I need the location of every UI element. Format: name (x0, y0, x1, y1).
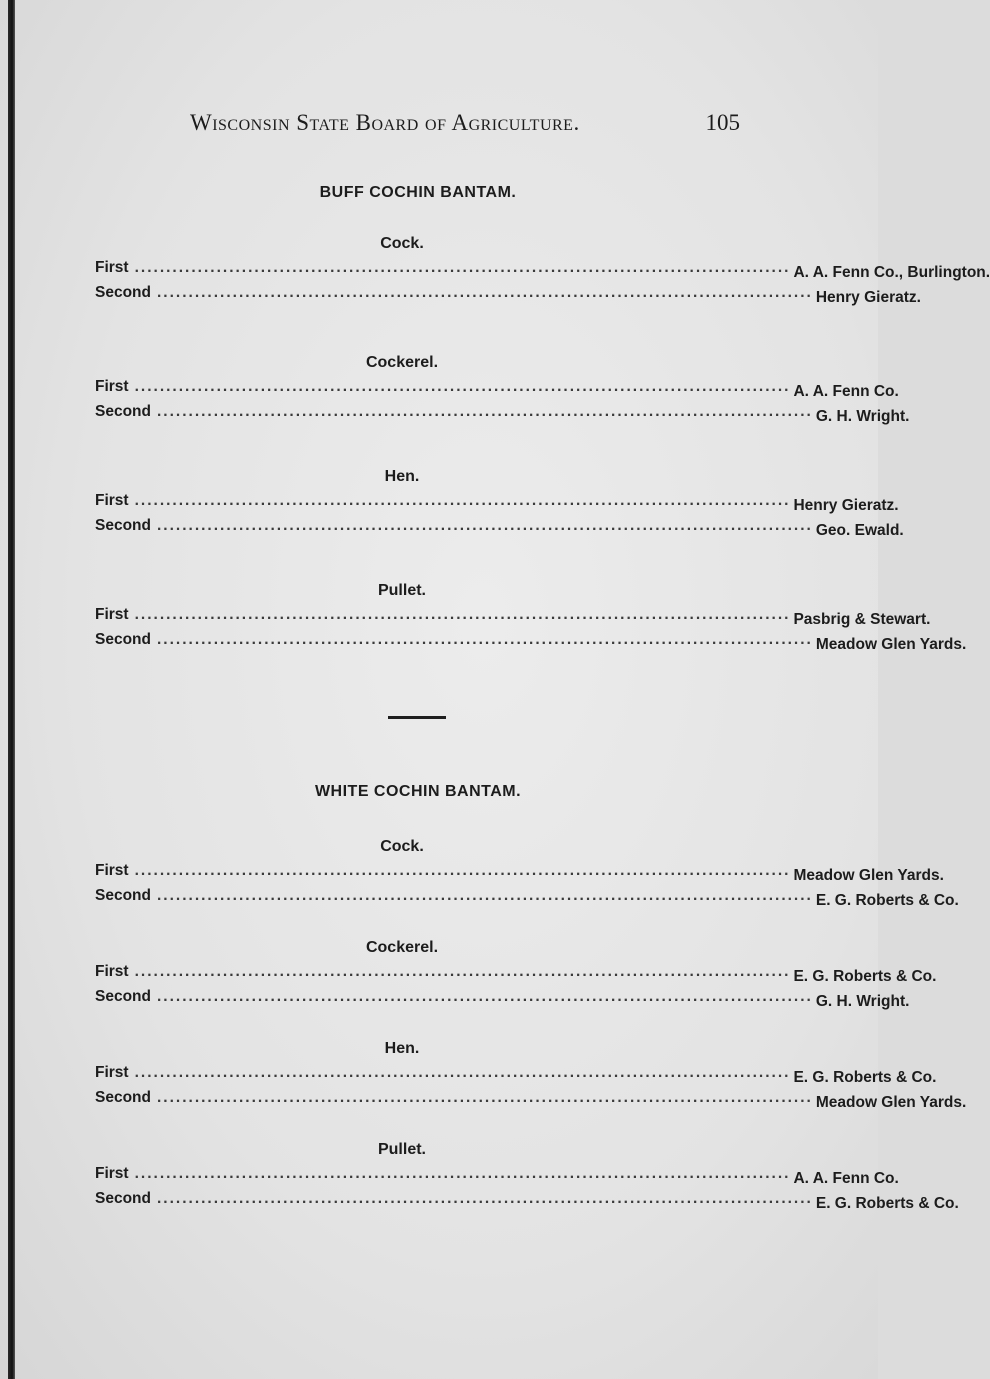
dot-leader: ........................................................................................................ (156, 284, 813, 301)
winner-name: A. A. Fenn Co., Burlington. (793, 264, 990, 281)
running-head (190, 110, 740, 144)
group-white-pullet (95, 1139, 959, 1215)
winner-name: Meadow Glen Yards. (793, 867, 944, 884)
dot-leader: ........................................................................................................ (134, 606, 791, 623)
winner-name: Geo. Ewald. (815, 522, 904, 539)
place-label: First (95, 259, 129, 276)
entry-row (95, 1165, 899, 1190)
dot-leader: ........................................................................................................ (134, 1064, 791, 1081)
dot-leader: ........................................................................................................ (134, 378, 791, 395)
place-label: Second (95, 1089, 151, 1106)
place-label: Second (95, 284, 151, 301)
group-title: Hen. (384, 468, 420, 485)
place-label: Second (95, 988, 151, 1005)
place-label: First (95, 1165, 129, 1182)
dot-leader: ........................................................................................................ (156, 517, 813, 534)
dot-leader: ........................................................................................................ (134, 1165, 791, 1182)
group-title: Pullet. (377, 1141, 426, 1158)
group-title: Cockerel. (365, 939, 439, 956)
section-title-buff-cochin-bantam: BUFF COCHIN BANTAM. (319, 184, 517, 201)
group-title: Cock. (380, 838, 424, 855)
entry-row (95, 988, 910, 1013)
entry-row (95, 492, 899, 517)
entry-row (95, 259, 990, 284)
place-label: First (95, 1064, 129, 1081)
dot-leader: ........................................................................................................ (134, 492, 791, 509)
winner-name: A. A. Fenn Co. (793, 1170, 899, 1187)
place-label: First (95, 378, 129, 395)
entry-row (95, 887, 959, 912)
group-buff-pullet (95, 580, 967, 656)
winner-name: A. A. Fenn Co. (793, 383, 899, 400)
winner-name: Henry Gieratz. (793, 497, 899, 514)
winner-name: E. G. Roberts & Co. (793, 968, 937, 985)
winner-name: G. H. Wright. (815, 993, 910, 1010)
group-buff-hen (95, 466, 904, 542)
page-number: 105 (705, 110, 740, 135)
entry-row (95, 1064, 937, 1089)
group-buff-cock (95, 233, 990, 309)
entry-row (95, 284, 921, 309)
entry-row (95, 963, 937, 988)
dot-leader: ........................................................................................................ (134, 963, 791, 980)
dot-leader: ........................................................................................................ (134, 862, 791, 879)
place-label: Second (95, 887, 151, 904)
section-title-white-cochin-bantam: WHITE COCHIN BANTAM. (314, 783, 522, 800)
group-white-cockerel (95, 937, 937, 1013)
dot-leader: ........................................................................................................ (156, 631, 813, 648)
group-buff-cockerel (95, 352, 910, 428)
entry-row (95, 1190, 959, 1215)
dot-leader: ........................................................................................................ (134, 259, 791, 276)
group-white-hen (95, 1038, 967, 1114)
winner-name: Pasbrig & Stewart. (793, 611, 931, 628)
group-title: Cock. (380, 235, 424, 252)
section-divider-rule (388, 716, 446, 719)
entry-row (95, 606, 931, 631)
winner-name: Meadow Glen Yards. (815, 636, 967, 653)
winner-name: Meadow Glen Yards. (815, 1094, 967, 1111)
winner-name: Henry Gieratz. (815, 289, 921, 306)
binding-edge (8, 0, 15, 1379)
group-title: Cockerel. (365, 354, 439, 371)
place-label: First (95, 963, 129, 980)
place-label: Second (95, 517, 151, 534)
dot-leader: ........................................................................................................ (156, 403, 813, 420)
dot-leader: ........................................................................................................ (156, 1190, 813, 1207)
dot-leader: ........................................................................................................ (156, 988, 813, 1005)
winner-name: E. G. Roberts & Co. (793, 1069, 937, 1086)
group-title: Pullet. (377, 582, 426, 599)
dot-leader: ........................................................................................................ (156, 887, 813, 904)
group-white-cock (95, 836, 959, 912)
entry-row (95, 1089, 967, 1114)
entry-row (95, 862, 944, 887)
winner-name: E. G. Roberts & Co. (815, 1195, 959, 1212)
winner-name: G. H. Wright. (815, 408, 910, 425)
place-label: Second (95, 631, 151, 648)
entry-row (95, 403, 910, 428)
place-label: First (95, 492, 129, 509)
winner-name: E. G. Roberts & Co. (815, 892, 959, 909)
group-title: Hen. (384, 1040, 420, 1057)
entry-row (95, 631, 967, 656)
place-label: Second (95, 403, 151, 420)
dot-leader: ........................................................................................................ (156, 1089, 813, 1106)
place-label: First (95, 606, 129, 623)
entry-row (95, 378, 899, 403)
place-label: Second (95, 1190, 151, 1207)
running-title: Wisconsin State Board of Agriculture. (190, 110, 580, 135)
entry-row (95, 517, 904, 542)
place-label: First (95, 862, 129, 879)
